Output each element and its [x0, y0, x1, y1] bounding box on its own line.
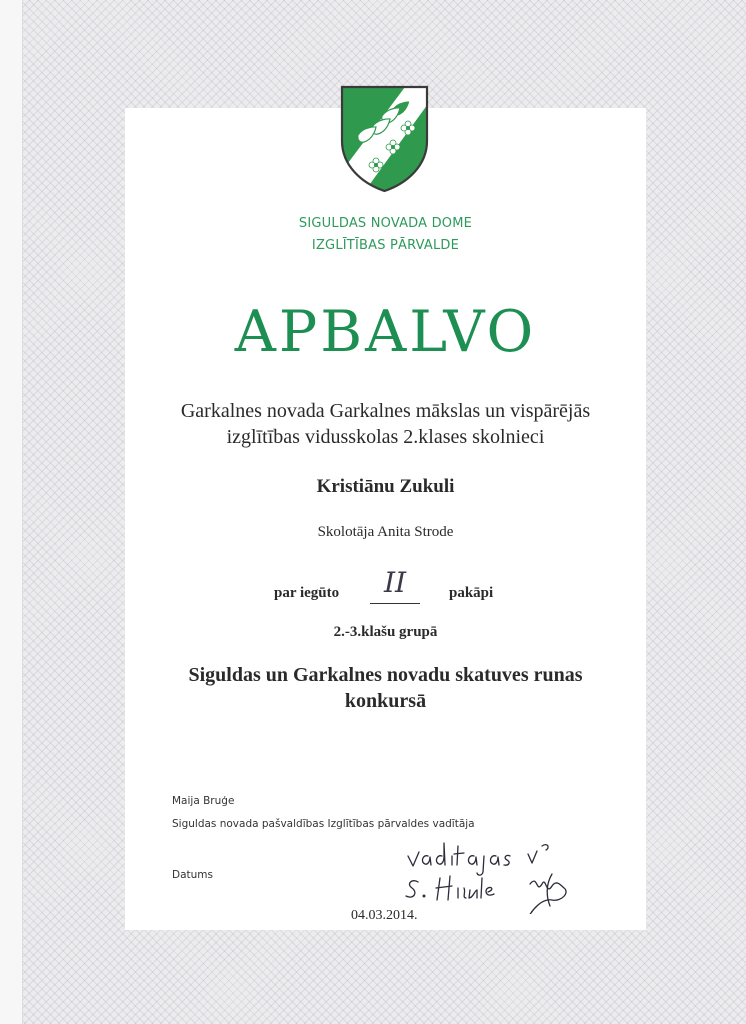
school-line-2: izglītības vidusskolas 2.klases skolnieci: [226, 426, 545, 448]
award-prefix: par iegūto: [274, 585, 340, 601]
signatory-name: Maija Bruģe: [172, 795, 235, 807]
organization-line-1: SIGULDAS NOVADA DOME: [298, 216, 473, 231]
award-place-row: [125, 566, 646, 612]
handwritten-signature: [402, 834, 584, 914]
date-label: Datums: [172, 869, 213, 881]
coat-of-arms-icon: [338, 83, 431, 195]
award-group: 2.-3.klašu grupā: [333, 624, 438, 640]
award-place-underline: [370, 603, 420, 604]
teacher-name: Skolotāja Anita Strode: [317, 524, 454, 540]
school-line-1: Garkalnes novada Garkalnes mākslas un vispārējās: [180, 400, 591, 422]
certificate-title: APBALVO: [234, 299, 537, 365]
signatory-role: Siguldas novada pašvaldības Izglītības pārvaldes vadītāja: [172, 818, 475, 830]
award-place-handwritten: II: [383, 566, 407, 599]
recipient-name: Kristiānu Zukuli: [316, 476, 455, 497]
organization-line-2: IZGLĪTĪBAS PĀRVALDE: [311, 238, 460, 253]
date-value: 04.03.2014.: [351, 908, 418, 923]
award-suffix: pakāpi: [449, 585, 494, 601]
page-edge: [0, 0, 23, 1024]
contest-line-2: konkursā: [344, 690, 427, 712]
contest-line-1: Siguldas un Garkalnes novadu skatuves runas: [188, 664, 583, 686]
